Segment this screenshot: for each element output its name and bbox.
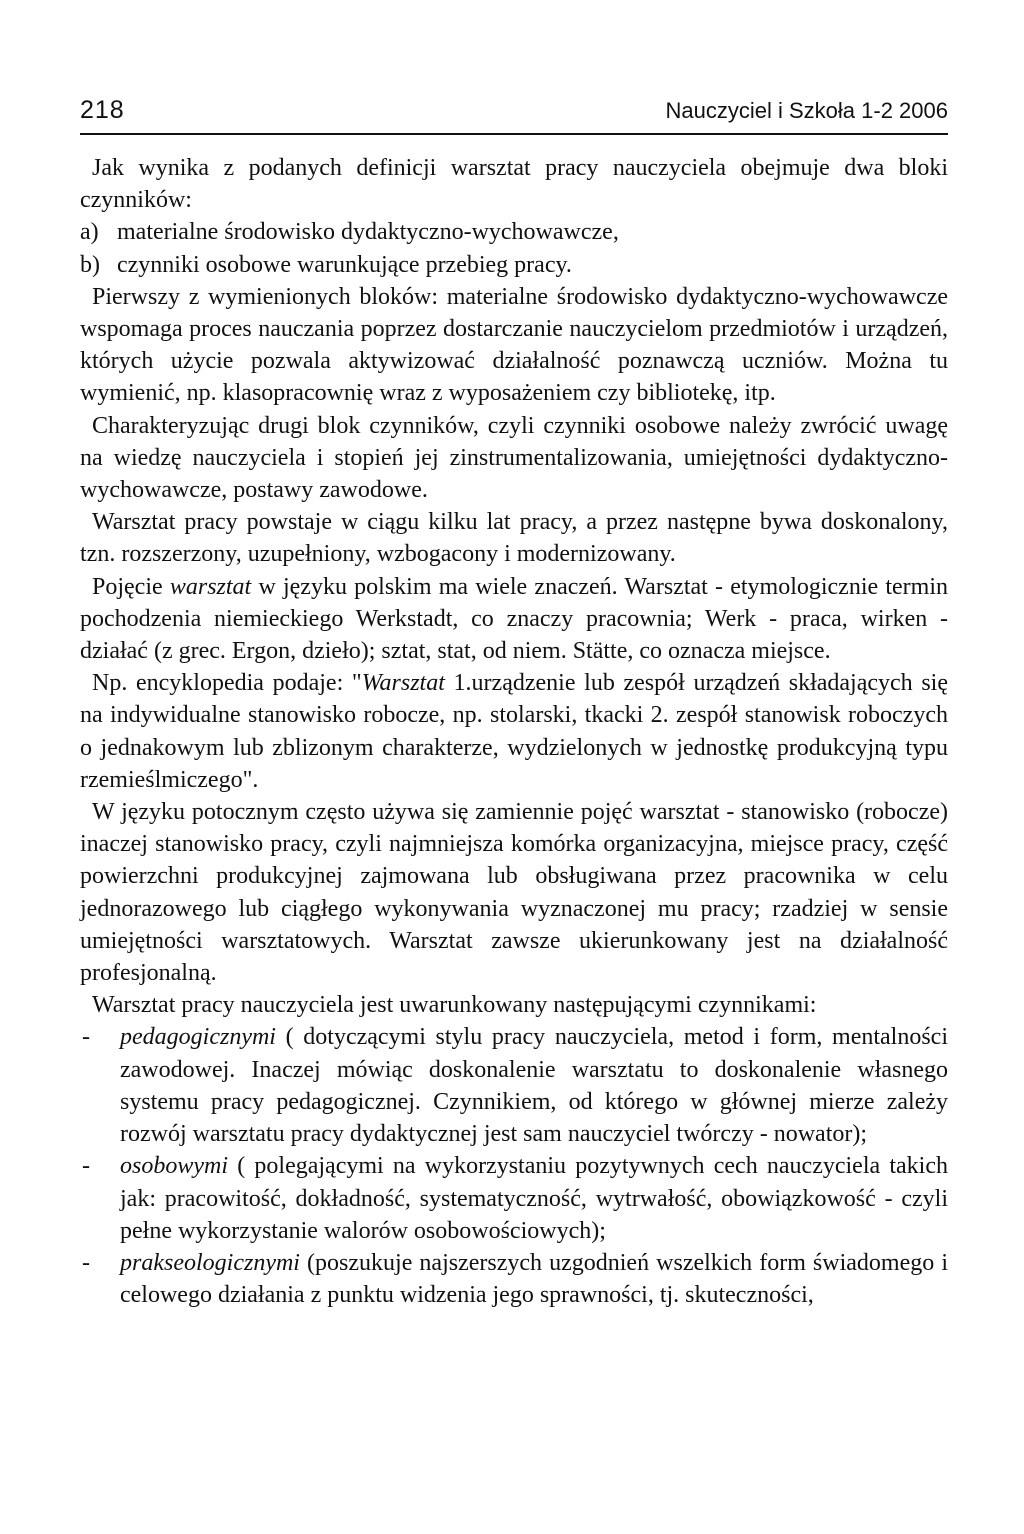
paragraph-factors-intro: Warsztat pracy nauczyciela jest uwarunkowany następującymi czynnikami: <box>92 992 817 1019</box>
article-body <box>80 152 948 1311</box>
list-label: b) <box>80 251 100 278</box>
factor-text <box>120 1247 948 1311</box>
factor-term: osobowymi <box>120 1153 228 1180</box>
factor-description: ( polegającymi na wykorzystaniu pozytywnych cech nauczyciela takich jak: pracowitość, dokładność, systematyczność, wytrwałość, obowiązkowość - czyli pełne wykorzystanie walorów osobowościowych); <box>120 1153 948 1244</box>
list-item-b <box>80 249 948 281</box>
factor-description: ( dotyczącymi stylu pracy nauczyciela, metod i form, mentalności zawodowej. Inaczej mówiąc doskonalenie warsztatu to doskonalenie własnego systemu pracy pedagogicznej. Czynnikiem, od którego w głównej mierze zależy rozwój warsztatu pracy dydaktycznej jest sam nauczyciel twórczy - nowator); <box>120 1024 948 1148</box>
factor-term: pedagogicznymi <box>120 1024 276 1051</box>
term-warsztat: Warsztat <box>361 670 445 697</box>
dash-bullet: - <box>82 1153 90 1180</box>
factor-description: (poszukuje najszerszych uzgodnień wszelkich form świadomego i celowego działania z punktu widzenia jego sprawności, tj. skuteczności, <box>120 1249 948 1309</box>
text-run: w języku polskim ma wiele znaczeń. Warsztat - etymologicznie termin pochodzenia niemieckiego Werkstadt, co znaczy pracownia; Werk - praca, wirken - działać (z grec. Ergon, dzieło); sztat, stat, od niem. Stätte, co oznacza miejsce. <box>80 573 949 665</box>
dash-bullet: - <box>82 1024 90 1051</box>
factor-item <box>80 1021 948 1150</box>
paragraph-personal-factors: Charakteryzując drugi blok czynników, czyli czynniki osobowe należy zwrócić uwagę na wiedzę nauczyciela i stopień jej zinstrumentalizowania, umiejętności dydaktyczno-wychowawcze, postawy zawodowe. <box>80 412 948 504</box>
list-text: czynniki osobowe warunkujące przebieg pracy. <box>117 251 572 278</box>
paragraph-encyclopedia <box>80 667 948 796</box>
text-run: 1.urządzenie lub zespół urządzeń składających się na indywidualne stanowisko robocze, np. stolarski, tkacki 2. zespół stanowisk roboczych o jednakowym lub zblizonym charakterze, wydzielonych w jednostkę produkcyjną typu rzemieślmiczego". <box>80 670 949 793</box>
page-number: 218 <box>80 96 125 124</box>
journal-title: Nauczyciel i Szkoła 1-2 2006 <box>665 98 948 123</box>
factor-text <box>120 1150 948 1247</box>
dash-bullet: - <box>82 1249 90 1276</box>
paragraph-material-environment: Pierwszy z wymienionych bloków: materialne środowisko dydaktyczno-wychowawcze wspomaga proces nauczania poprzez dostarczanie nauczycielom przedmiotów i urządzeń, których użycie pozwala aktywizować działalność poznawczą uczniów. Można tu wymienić, np. klasopracownię wraz z wyposażeniem czy bibliotekę, itp. <box>80 283 948 407</box>
factor-item <box>80 1247 948 1311</box>
text-run: Pojęcie <box>92 573 170 600</box>
paragraph-colloquial: W języku potocznym często używa się zamiennie pojęć warsztat - stanowisko (robocze) inaczej stanowisko pracy, czyli najmniejsza komórka organizacyjna, miejsce pracy, część powierzchni produkcyjnej zajmowana lub obsługiwana przez pracownika w celu jednorazowego lub ciągłego wykonywania wyznaczonej mu pracy; rzadziej w sensie umiejętności warsztatowych. Warsztat zawsze ukierunkowany jest na działalność profesjonalną. <box>80 799 948 987</box>
list-item-a <box>80 216 948 248</box>
text-run: Np. encyklopedia podaje: " <box>92 670 362 697</box>
term-warsztat: warsztat <box>169 573 252 600</box>
intro-paragraph: Jak wynika z podanych definicji warsztat pracy nauczyciela obejmuje dwa bloki czynników: <box>80 155 948 214</box>
list-text: materialne środowisko dydaktyczno-wychowawcze, <box>117 219 619 246</box>
paragraph-workshop-development: Warsztat pracy powstaje w ciągu kilku lat pracy, a przez następne bywa doskonalony, tzn. rozszerzony, uzupełniony, wzbogacony i modernizowany. <box>80 509 948 568</box>
list-label: a) <box>80 219 99 246</box>
factor-term: prakseologicznymi <box>120 1249 300 1276</box>
factor-text <box>120 1021 948 1150</box>
factor-item <box>80 1150 948 1247</box>
header-rule <box>80 133 948 135</box>
paragraph-etymology <box>80 571 948 668</box>
running-header <box>80 96 948 125</box>
